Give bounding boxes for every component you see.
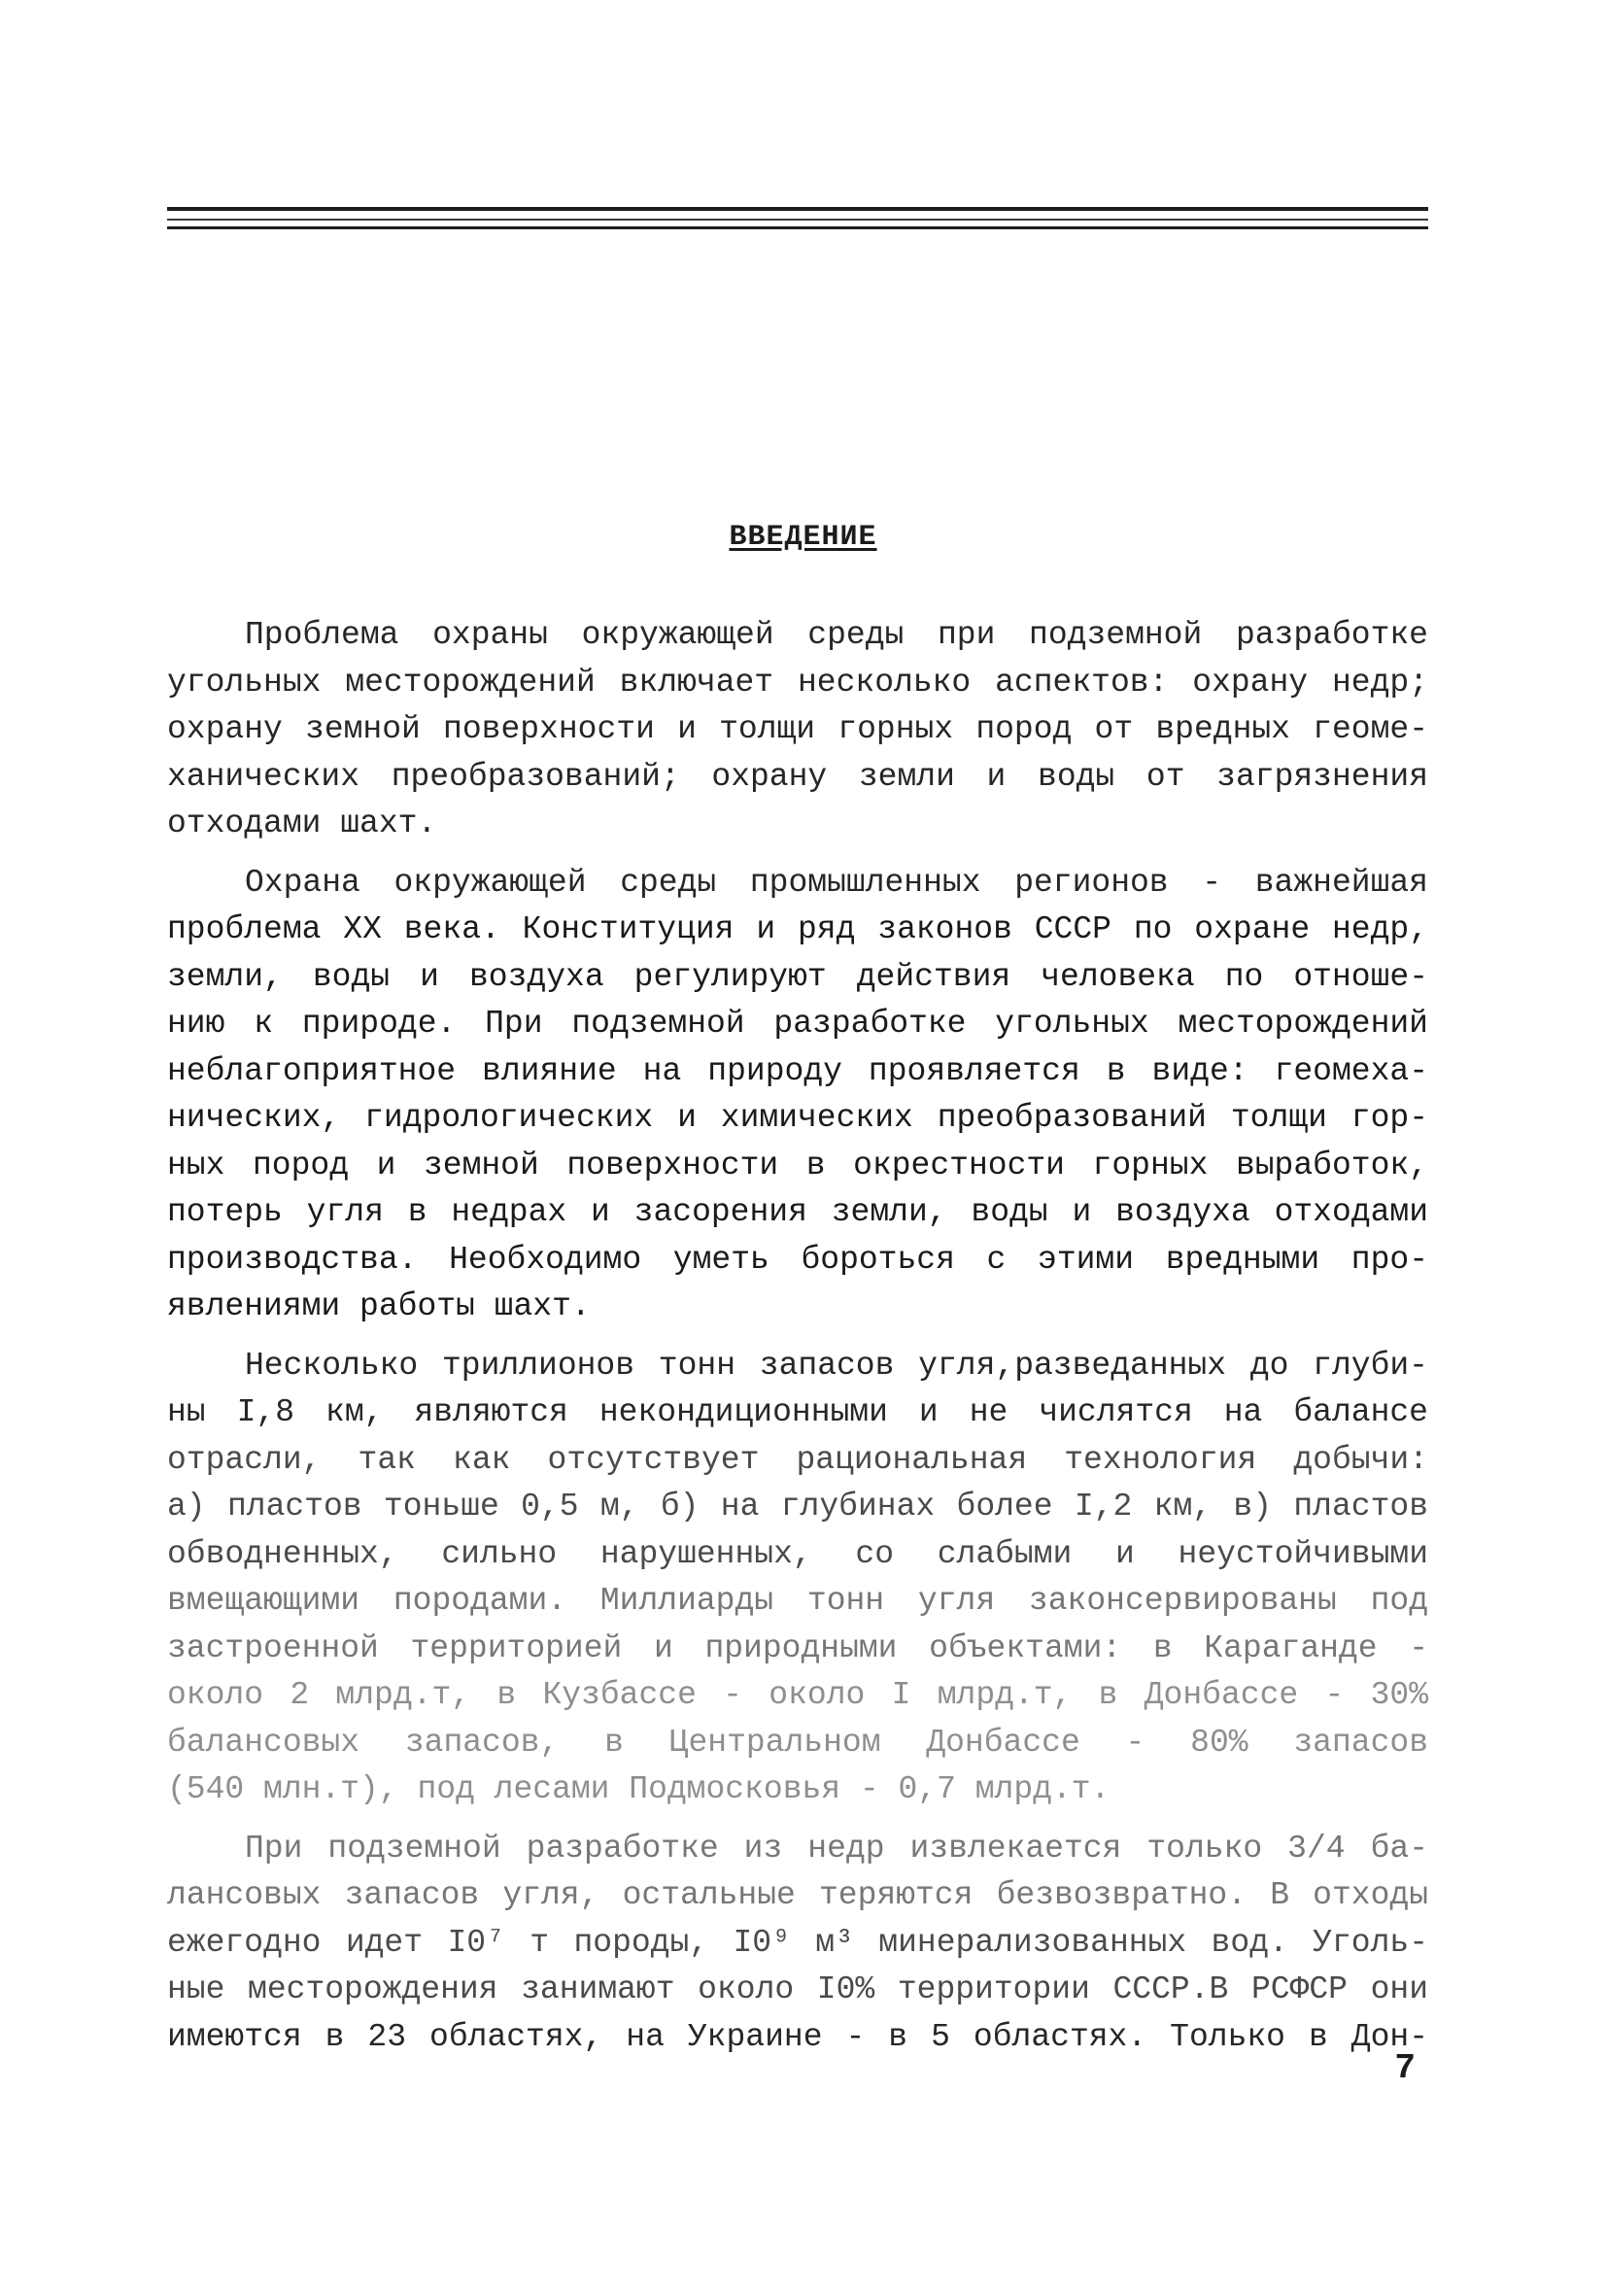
text-line: При подземной разработке из недр извлекается только 3/4 ба- (245, 1830, 1428, 1867)
text-line: Несколько триллионов тонн запасов угля,разведанных до глуби- (245, 1347, 1428, 1384)
text-line: застроенной территорией и природными объектами: в Караганде - (167, 1629, 1428, 1666)
text-line: обводненных, сильно нарушенных, со слабыми и неустойчивыми (167, 1535, 1428, 1572)
text-line: нию к природе. При подземной разработке угольных месторождений (167, 1006, 1428, 1042)
page-number: 7 (1394, 2048, 1416, 2088)
text-line: Проблема охраны окружающей среды при подземной разработке (245, 617, 1428, 653)
text-line: ханических преобразований; охрану земли и воды от загрязнения (167, 758, 1428, 795)
paragraph-3 (167, 1343, 1428, 1814)
header-rule-middle (167, 219, 1428, 221)
text-line: проблема XX века. Конституция и ряд законов СССР по охране недр, (167, 911, 1428, 947)
text-line: потерь угля в недрах и засорения земли, воды и воздуха отходами (167, 1194, 1428, 1230)
text-line: земли, воды и воздуха регулируют действия человека по отноше- (167, 958, 1428, 995)
text-line: а) пластов тоньше 0,5 м, б) на глубинах более I,2 км, в) пластов (167, 1489, 1428, 1525)
section-heading: ВВЕДЕНИЕ (729, 521, 877, 554)
text-line: ежегодно идет I0⁷ т породы, I0⁹ м³ минерализованных вод. Уголь- (167, 1924, 1428, 1961)
header-rule-top (167, 207, 1428, 211)
paragraph-4 (167, 1826, 1428, 2062)
text-line: ных пород и земной поверхности в окрестности горных выработок, (167, 1147, 1428, 1183)
text-line: (540 млн.т), под лесами Подмосковья - 0,7 млрд.т. (167, 1771, 1111, 1807)
text-line: вмещающими породами. Миллиарды тонн угля законсервированы под (167, 1583, 1428, 1619)
paragraph-1 (167, 612, 1428, 848)
text-line: отходами шахт. (167, 805, 437, 841)
text-line: балансовых запасов, в Центральном Донбассе - 80% запасов (167, 1724, 1428, 1761)
text-line: явлениями работы шахт. (167, 1288, 591, 1324)
text-line: нических, гидрологических и химических преобразований толщи гор- (167, 1100, 1428, 1136)
text-line: лансовых запасов угля, остальные теряются безвозвратно. В отходы (167, 1877, 1428, 1913)
paragraph-2 (167, 860, 1428, 1331)
text-line: производства. Необходимо уметь бороться с этими вредными про- (167, 1241, 1428, 1278)
text-line: охрану земной поверхности и толщи горных пород от вредных геоме- (167, 711, 1428, 747)
text-line: ные месторождения занимают около I0% территории СССР.В РСФСР они (167, 1971, 1428, 2007)
text-line: неблагоприятное влияние на природу проявляется в виде: геомеха- (167, 1052, 1428, 1089)
text-line: отрасли, так как отсутствует рациональная технология добычи: (167, 1441, 1428, 1478)
body-text (167, 612, 1428, 2073)
text-line: угольных месторождений включает несколько аспектов: охрану недр; (167, 664, 1428, 701)
text-line: имеются в 23 областях, на Украине - в 5 областях. Только в Дон- (167, 2018, 1428, 2055)
text-line: ны I,8 км, являются некондиционными и не числятся на балансе (167, 1394, 1428, 1430)
text-line: Охрана окружающей среды промышленных регионов - важнейшая (245, 864, 1428, 901)
text-line: около 2 млрд.т, в Кузбассе - около I млрд.т, в Донбассе - 30% (167, 1677, 1428, 1713)
header-rule-bottom (167, 226, 1428, 229)
